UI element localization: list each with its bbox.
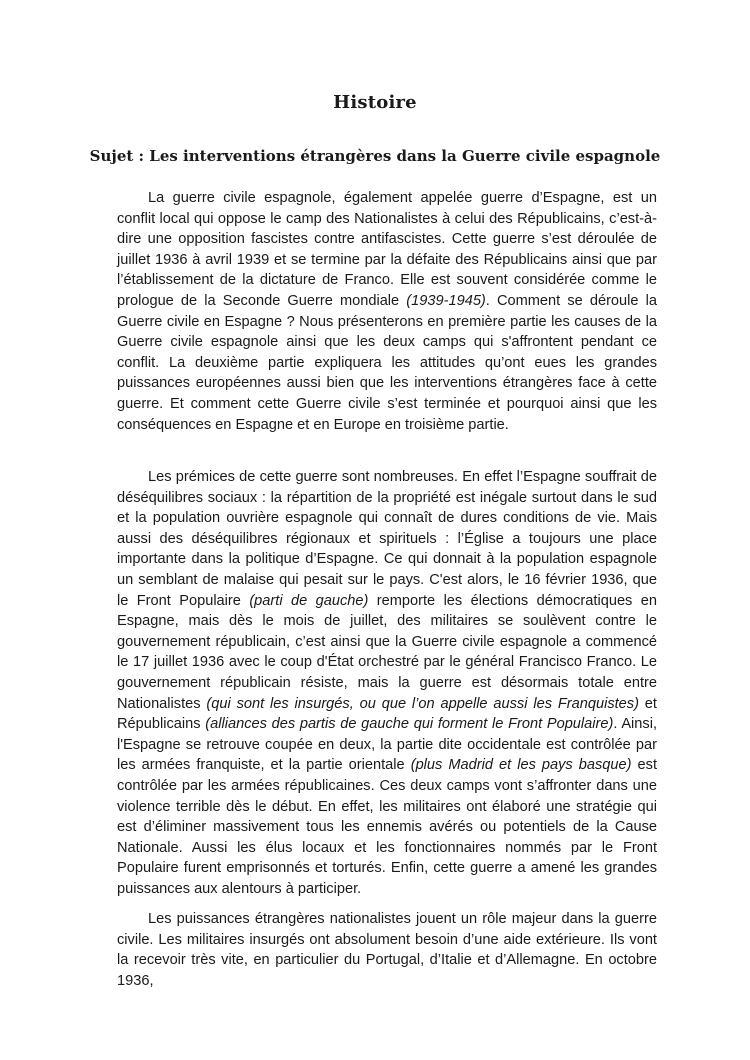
document-title: Histoire — [333, 92, 417, 113]
text-run: La guerre civile espagnole, également appelée guerre d’Espagne, est un conflit local qui oppose le camp des Nationalistes à celui des Républicains, c’est-à-dire une opposition fascistes contre antifascistes. Cette guerre s’est déroulée de juillet 1936 à avril 1939 et se termine par la défaite des Républicains ainsi que par l’établissement de la dictature de Franco. Elle est souvent considérée comme le prologue de la Seconde Guerre mondiale — [117, 190, 657, 309]
text-run: Les puissances étrangères nationalistes jouent un rôle majeur dans la guerre civile. Les militaires insurgés ont absolument besoin d’une aide extérieure. Ils vont la recevoir très vite, en particulier du Portugal, d’Italie et d’Allemagne. En octobre 1936, — [117, 911, 657, 989]
paragraph-introduction — [117, 188, 657, 435]
paragraph-puissances-etrangeres — [117, 909, 657, 991]
italic-text-run: (plus Madrid et les pays basque) — [410, 757, 632, 774]
italic-text-run: (1939-1945) — [406, 292, 486, 309]
italic-text-run: (qui sont les insurgés, ou que l’on appelle aussi les Franquistes) — [206, 695, 639, 712]
text-run: . Ainsi, l'Espagne se retrouve coupée en deux, la partie dite occidentale est contrôlée par les armées franquiste, et la partie orientale — [117, 716, 658, 774]
document-subtitle: Sujet : Les interventions étrangères dans la Guerre civile espagnole — [89, 147, 661, 165]
text-run: Les prémices de cette guerre sont nombreuses. En effet l’Espagne souffrait de déséquilibres sociaux : la répartition de la propriété est inégale surtout dans le sud et la population ouvrière espagnole qui connaît de dures conditions de vie. Mais aussi des déséquilibres régionaux et spirituels : l’Église a toujours une place importante dans la politique d’Espagne. Ce qui donnait à la population espagnole un semblant de malaise qui pesait sur le pays. C'est alors, le 16 février 1936, que le Front Populaire — [117, 469, 657, 609]
italic-text-run: (alliances des partis de gauche qui forment le Front Populaire) — [205, 716, 614, 733]
text-run: et Républicains — [117, 695, 657, 733]
text-run: est contrôlée par les armées républicaines. Ces deux camps vont s’affronter dans une violence terrible dès le début. En effet, les militaires ont élaboré une stratégie qui est d’éliminer massivement tous les ennemis avérés ou potentiels de la Cause Nationale. Aussi les élus locaux et les fonctionnaires nommés par le Front Populaire furent emprisonnés et torturés. Enfin, cette guerre a amené les grandes puissances aux alentours à participer. — [117, 757, 657, 897]
text-run: . Comment se déroule la Guerre civile en Espagne ? Nous présenterons en première partie les causes de la Guerre civile espagnole ainsi que les deux camps qui s'affrontent pendant ce conflit. La deuxième partie expliquera les attitudes qu’ont eues les grandes puissances européennes aussi bien que les interventions étrangères face à cette guerre. Et comment cette Guerre civile s’est terminée et pourquoi ainsi que les conséquences en Espagne et en Europe en troisième partie. — [117, 292, 657, 433]
text-run: remporte les élections démocratiques en Espagne, mais dès le mois de juillet, des militaires se soulèvent contre le gouvernement républicain, c’est ainsi que la Guerre civile espagnole a commencé le 17 juillet 1936 avec le coup d'État orchestré par le général Francisco Franco. Le gouvernement républicain résiste, mais la guerre est désormais totale entre Nationalistes — [117, 592, 657, 712]
paragraph-premices — [117, 467, 657, 899]
italic-text-run: (parti de gauche) — [249, 592, 369, 609]
